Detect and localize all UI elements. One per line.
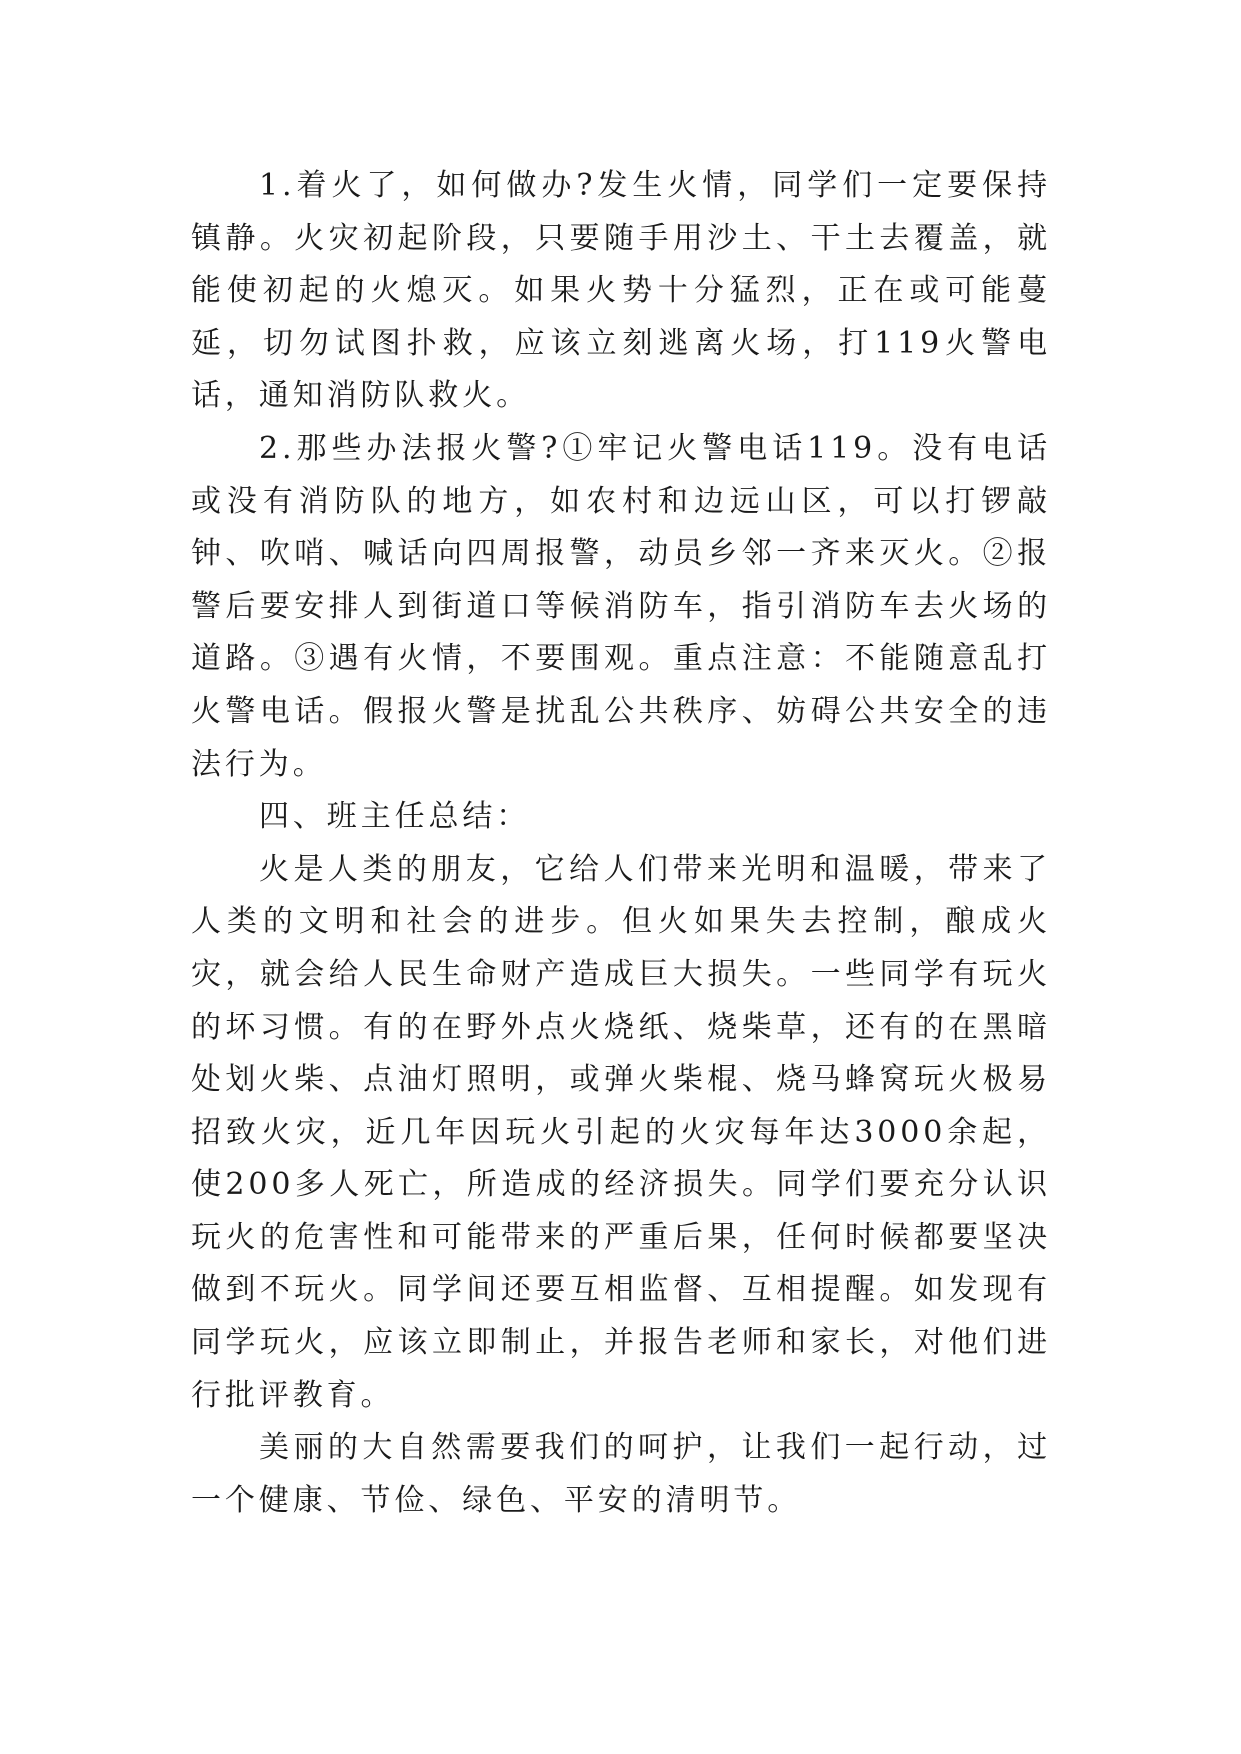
document-body: [191, 160, 1051, 1527]
paragraph-fire-response: 1.着火了，如何做办?发生火情，同学们一定要保持镇静。火灾初起阶段，只要随手用沙土、干土去覆盖，就能使初起的火熄灭。如果火势十分猛烈，正在或可能蔓延，切勿试图扑救，应该立刻逃离火场，打119火警电话，通知消防队救火。: [191, 168, 1051, 414]
paragraph-fire-alarm: 2.那些办法报火警?①牢记火警电话119。没有电话或没有消防队的地方，如农村和边远山区，可以打锣敲钟、吹哨、喊话向四周报警，动员乡邻一齐来灭火。②报警后要安排人到街道口等候消防车，指引消防车去火场的道路。③遇有火情，不要围观。重点注意：不能随意乱打火警电话。假报火警是扰乱公共秩序、妨碍公共安全的违法行为。: [191, 430, 1051, 782]
section-heading-summary: 四、班主任总结：: [259, 799, 531, 835]
paragraph-closing: 美丽的大自然需要我们的呵护，让我们一起行动，过一个健康、节俭、绿色、平安的清明节。: [191, 1430, 1051, 1518]
paragraph-summary: 火是人类的朋友，它给人们带来光明和温暖，带来了人类的文明和社会的进步。但火如果失去控制，酿成火灾，就会给人民生命财产造成巨大损失。一些同学有玩火的坏习惯。有的在野外点火烧纸、烧柴草，还有的在黑暗处划火柴、点油灯照明，或弹火柴棍、烧马蜂窝玩火极易招致火灾，近几年因玩火引起的火灾每年达3000余起，使200多人死亡，所造成的经济损失。同学们要充分认识玩火的危害性和可能带来的严重后果，任何时候都要坚决做到不玩火。同学间还要互相监督、互相提醒。如发现有同学玩火，应该立即制止，并报告老师和家长，对他们进行批评教育。: [191, 851, 1051, 1413]
